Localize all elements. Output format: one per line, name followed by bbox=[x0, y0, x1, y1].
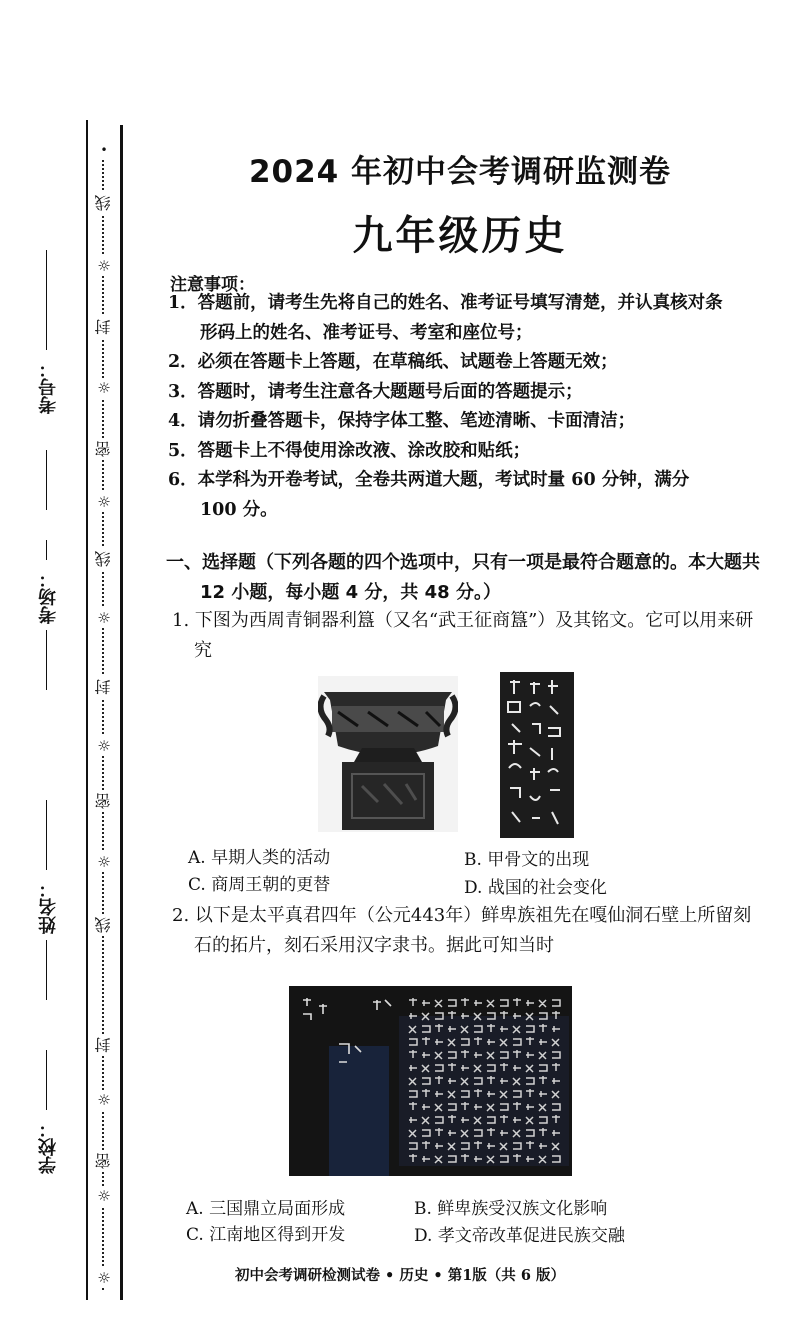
binding-mark-feng: 封 bbox=[94, 1034, 114, 1056]
binding-star-icon: ☼ bbox=[94, 1268, 114, 1288]
subject-title: 九年级历史 bbox=[352, 213, 568, 259]
binding-border-left bbox=[86, 120, 88, 1300]
binding-mark-mi: 密 bbox=[94, 438, 114, 460]
binding-mark-mi: 密 bbox=[94, 790, 114, 812]
bronze-inscription-image bbox=[500, 672, 574, 838]
binding-mark-feng: 封 bbox=[94, 676, 114, 698]
q2-option-d[interactable]: D. 孝文帝改革促进民族交融 bbox=[414, 1226, 625, 1246]
exam-number-label: 考号： bbox=[38, 360, 59, 414]
q1-option-c[interactable]: C. 商周王朝的更替 bbox=[188, 875, 331, 895]
q1-option-a[interactable]: A. 早期人类的活动 bbox=[188, 848, 331, 868]
binding-star-icon: ☼ bbox=[94, 736, 114, 756]
binding-dotted-line bbox=[102, 140, 104, 1290]
q2-option-b[interactable]: B. 鲜卑族受汉族文化影响 bbox=[414, 1199, 608, 1219]
notice-list bbox=[168, 289, 728, 525]
binding-mark-feng: 封 bbox=[94, 316, 114, 338]
binding-star-icon: ☼ bbox=[94, 256, 114, 276]
exam-title: 2024 年初中会考调研监测卷 bbox=[248, 154, 672, 190]
notice-heading: 注意事项： bbox=[170, 275, 255, 295]
q1-option-d[interactable]: D. 战国的社会变化 bbox=[464, 878, 607, 898]
binding-star-icon: ☼ bbox=[94, 378, 114, 398]
exam-room-underline bbox=[46, 630, 47, 690]
q1-option-b[interactable]: B. 甲骨文的出现 bbox=[464, 850, 590, 870]
name-label: 姓名： bbox=[38, 880, 59, 934]
notice-item: 2．必须在答题卡上答题，在草稿纸、试题卷上答题无效； bbox=[168, 352, 618, 372]
binding-mark-mi: 密 bbox=[94, 1150, 114, 1172]
school-field[interactable] bbox=[30, 1050, 70, 1290]
exam-room-underline bbox=[46, 540, 47, 560]
notice-item: 4．请勿折叠答题卡，保持字体工整、笔迹清晰、卡面清洁； bbox=[168, 411, 636, 431]
binding-star-icon: ☼ bbox=[94, 492, 114, 512]
question-1-stem: 1. 下图为西周青铜器利簋（又名“武王征商簋”）及其铭文。它可以用来研究 bbox=[172, 610, 754, 661]
notice-item: 3．答题时，请考生注意各大题题号后面的答题提示； bbox=[168, 381, 583, 402]
name-field[interactable] bbox=[30, 800, 70, 980]
page-footer: 初中会考调研检测试卷 • 历史 • 第1版（共 6 版） bbox=[234, 1267, 565, 1284]
binding-mark-xian: 线 bbox=[94, 192, 114, 214]
question-2-stem: 2. 以下是太平真君四年（公元443年）鲜卑族祖先在嘎仙洞石壁上所留刻石的拓片，刻石采用汉字隶书。据此可知当时 bbox=[172, 905, 752, 956]
exam-number-field[interactable] bbox=[30, 250, 70, 490]
exam-number-underline bbox=[46, 450, 47, 510]
q2-option-c[interactable]: C. 江南地区得到开发 bbox=[186, 1225, 346, 1245]
binding-border-right bbox=[120, 125, 123, 1300]
notice-item: 5．答题卡上不得使用涂改液、涂改胶和贴纸； bbox=[168, 440, 531, 461]
binding-mark-xian: 线 bbox=[94, 548, 114, 570]
q2-option-a[interactable]: A. 三国鼎立局面形成 bbox=[186, 1199, 346, 1219]
exam-number-underline bbox=[46, 250, 47, 350]
binding-star-icon: ☼ bbox=[94, 1090, 114, 1110]
bronze-gui-vessel-image bbox=[318, 676, 458, 832]
binding-mark-xian: 线 bbox=[94, 914, 114, 936]
binding-dot: • bbox=[94, 140, 114, 160]
binding-star-icon: ☼ bbox=[94, 1186, 114, 1206]
section-heading: 一、选择题（下列各题的四个选项中，只有一项是最符合题意的。本大题共 12 小题，每小题 4 分，共 48 分。） bbox=[166, 552, 760, 603]
binding-star-icon: ☼ bbox=[94, 852, 114, 872]
name-underline bbox=[46, 940, 47, 1000]
school-underline bbox=[46, 1050, 47, 1110]
stone-inscription-rubbing-image bbox=[289, 986, 572, 1176]
exam-room-label: 考场： bbox=[38, 570, 59, 624]
exam-room-field[interactable] bbox=[30, 540, 70, 740]
school-label: 学校： bbox=[38, 1120, 59, 1174]
name-underline bbox=[46, 800, 47, 870]
binding-star-icon: ☼ bbox=[94, 608, 114, 628]
notice-item: 6．本学科为开卷考试，全卷共两道大题，考试时量 60 分钟，满分 100 分。 bbox=[168, 470, 690, 520]
notice-item: 1．答题前，请考生先将自己的姓名、准考证号填写清楚，并认真核对条形码上的姓名、准考证号、考室和座位号； bbox=[168, 293, 723, 343]
